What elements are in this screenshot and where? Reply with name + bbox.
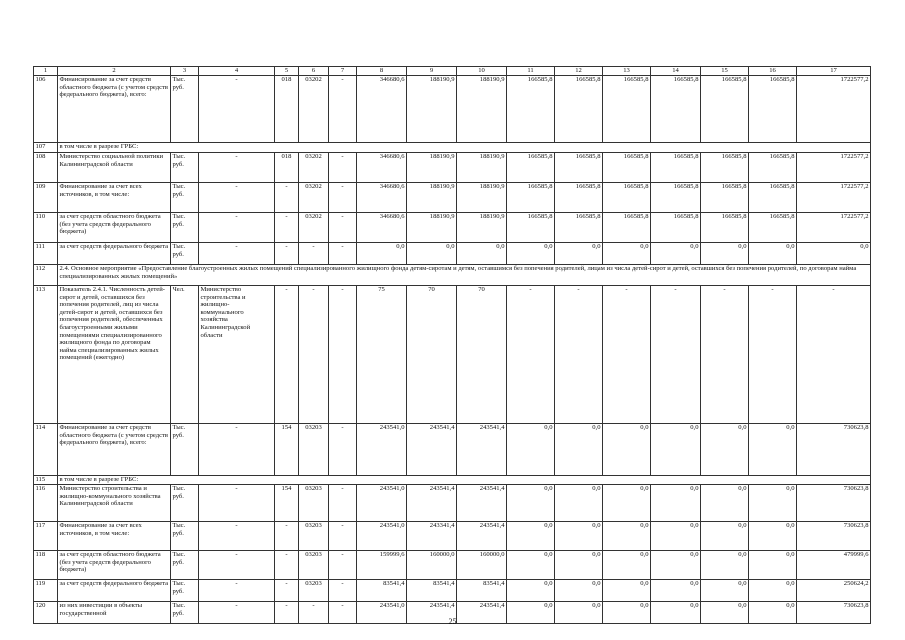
table-cell: 0,0 xyxy=(701,602,749,624)
table-cell: 0,0 xyxy=(555,243,603,265)
table-cell: - xyxy=(199,213,275,243)
table-cell: 346680,6 xyxy=(357,183,407,213)
table-cell: - xyxy=(275,522,299,551)
table-cell: 243541,0 xyxy=(357,424,407,476)
table-cell: - xyxy=(749,286,797,424)
table-cell: 0,0 xyxy=(749,522,797,551)
table-cell: 154 xyxy=(275,424,299,476)
row-label: в том числе в разрезе ГРБС: xyxy=(58,143,871,153)
table-cell: 166585,8 xyxy=(749,153,797,183)
table-cell: 1722577,2 xyxy=(797,76,871,143)
row-label: 2.4. Основное мероприятие «Предоставление благоустроенных жилых помещений специализированного жилищного фонда детям-сиротам и детям, оставшимся без попечения родителей, лицам из числа детей-сирот и детей, оставшихся без попечения родителей, по договорам найма специализированных жилых помещений» xyxy=(58,265,871,286)
table-row xyxy=(34,143,871,153)
row-number: 114 xyxy=(34,424,58,476)
table-row xyxy=(34,580,871,602)
table-cell: 243341,4 xyxy=(407,522,457,551)
table-cell: - xyxy=(797,286,871,424)
table-cell: 0,0 xyxy=(749,424,797,476)
table-cell: 243541,4 xyxy=(457,522,507,551)
table-row xyxy=(34,76,871,143)
table-row xyxy=(34,522,871,551)
table-cell: - xyxy=(329,522,357,551)
table-cell: 0,0 xyxy=(603,602,651,624)
row-number: 110 xyxy=(34,213,58,243)
table-row xyxy=(34,183,871,213)
data-table xyxy=(33,66,871,624)
table-cell: Тыс. руб. xyxy=(171,580,199,602)
table-cell: 166585,8 xyxy=(749,76,797,143)
table-cell: 243541,4 xyxy=(457,485,507,522)
table-cell: 250624,2 xyxy=(797,580,871,602)
table-cell: 0,0 xyxy=(507,551,555,580)
table-cell: 0,0 xyxy=(651,580,701,602)
table-cell: 0,0 xyxy=(603,551,651,580)
table-cell: 0,0 xyxy=(651,522,701,551)
table-cell: 166585,8 xyxy=(507,213,555,243)
table-cell: 166585,8 xyxy=(701,76,749,143)
table-cell: 0,0 xyxy=(603,485,651,522)
table-cell: - xyxy=(555,286,603,424)
table-cell: 018 xyxy=(275,153,299,183)
table-cell: - xyxy=(299,602,329,624)
table-cell: 0,0 xyxy=(797,243,871,265)
table-cell: - xyxy=(329,286,357,424)
row-label: за счет средств областного бюджета (без учета средств федерального бюджета) xyxy=(58,551,171,580)
table-cell: 166585,8 xyxy=(603,213,651,243)
table-cell: 243541,4 xyxy=(407,485,457,522)
table-cell: 188190,9 xyxy=(457,213,507,243)
table-cell: - xyxy=(329,183,357,213)
table-cell: 166585,8 xyxy=(555,153,603,183)
table-cell: 0,0 xyxy=(651,485,701,522)
table-cell: Тыс. руб. xyxy=(171,424,199,476)
table-cell: Тыс. руб. xyxy=(171,76,199,143)
table-cell: - xyxy=(199,183,275,213)
table-cell: 03202 xyxy=(299,213,329,243)
table-cell: - xyxy=(329,213,357,243)
column-number: 13 xyxy=(603,67,651,76)
column-number-row xyxy=(34,67,871,76)
table-row xyxy=(34,265,871,286)
table-cell: 166585,8 xyxy=(507,183,555,213)
table-cell: 160000,0 xyxy=(407,551,457,580)
table-cell: - xyxy=(603,286,651,424)
table-cell: 018 xyxy=(275,76,299,143)
row-number: 112 xyxy=(34,265,58,286)
row-label: Министерство социальной политики Калининградской области xyxy=(58,153,171,183)
table-cell: - xyxy=(199,602,275,624)
table-cell: 166585,8 xyxy=(651,153,701,183)
table-cell: 0,0 xyxy=(507,424,555,476)
table-cell: - xyxy=(275,243,299,265)
column-number: 16 xyxy=(749,67,797,76)
table-cell: 166585,8 xyxy=(603,76,651,143)
table-cell: - xyxy=(199,551,275,580)
row-number: 111 xyxy=(34,243,58,265)
table-cell: 159999,6 xyxy=(357,551,407,580)
table-cell: 70 xyxy=(407,286,457,424)
table-cell: - xyxy=(299,286,329,424)
table-cell: 83541,4 xyxy=(357,580,407,602)
row-label: Финансирование за счет всех источников, в том числе: xyxy=(58,522,171,551)
column-number: 15 xyxy=(701,67,749,76)
table-cell: - xyxy=(199,424,275,476)
table-cell: Тыс. руб. xyxy=(171,551,199,580)
table-cell: - xyxy=(275,551,299,580)
table-cell: 83541,4 xyxy=(457,580,507,602)
column-number: 7 xyxy=(329,67,357,76)
table-cell: - xyxy=(199,153,275,183)
row-label: за счет средств областного бюджета (без учета средств федерального бюджета) xyxy=(58,213,171,243)
table-cell: 188190,9 xyxy=(407,213,457,243)
table-cell: 03203 xyxy=(299,551,329,580)
row-label: в том числе в разрезе ГРБС: xyxy=(58,476,871,485)
column-number: 1 xyxy=(34,67,58,76)
table-cell: 0,0 xyxy=(507,243,555,265)
table-row xyxy=(34,153,871,183)
row-label: за счет средств федерального бюджета xyxy=(58,580,171,602)
row-label: Показатель 2.4.1. Численность детей-сирот и детей, оставшихся без попечения родителей, лиц из числа детей-сирот и детей, оставшихся без попечения родителей, обеспеченных благоустроенными жилыми помещениями специализированного жилищного фонда по договорам найма специализированных жилых помещений (ежегодно) xyxy=(58,286,171,424)
table-cell: 0,0 xyxy=(507,602,555,624)
table-cell: 75 xyxy=(357,286,407,424)
table-cell: 166585,8 xyxy=(555,76,603,143)
table-cell: 346680,6 xyxy=(357,213,407,243)
table-cell: 243541,0 xyxy=(357,522,407,551)
table-cell: 730623,8 xyxy=(797,522,871,551)
row-label: Финансирование за счет всех источников, в том числе: xyxy=(58,183,171,213)
table-cell: 03203 xyxy=(299,424,329,476)
table-cell: 0,0 xyxy=(555,580,603,602)
table-cell: 0,0 xyxy=(507,580,555,602)
row-label: за счет средств федерального бюджета xyxy=(58,243,171,265)
table-cell: 0,0 xyxy=(555,485,603,522)
table-cell: 0,0 xyxy=(555,424,603,476)
table-row xyxy=(34,551,871,580)
table-cell: 0,0 xyxy=(749,580,797,602)
table-cell: 166585,8 xyxy=(507,76,555,143)
table-cell: 166585,8 xyxy=(651,76,701,143)
row-label: Финансирование за счет средств областного бюджета (с учетом средств федерального бюджета), всего: xyxy=(58,424,171,476)
table-cell: 166585,8 xyxy=(651,213,701,243)
table-cell: 243541,4 xyxy=(407,424,457,476)
table-cell: - xyxy=(507,286,555,424)
table-cell: 0,0 xyxy=(749,551,797,580)
table-cell: 03203 xyxy=(299,485,329,522)
table-cell: 243541,4 xyxy=(457,602,507,624)
table-cell: 346680,6 xyxy=(357,76,407,143)
table-cell: 166585,8 xyxy=(701,183,749,213)
table-cell: 0,0 xyxy=(357,243,407,265)
table-cell: 243541,0 xyxy=(357,602,407,624)
table-cell: Тыс. руб. xyxy=(171,213,199,243)
table-cell: - xyxy=(329,580,357,602)
row-number: 116 xyxy=(34,485,58,522)
row-number: 115 xyxy=(34,476,58,485)
table-cell: 0,0 xyxy=(749,243,797,265)
table-cell: 0,0 xyxy=(603,243,651,265)
table-cell: 0,0 xyxy=(603,580,651,602)
table-cell: 188190,9 xyxy=(457,76,507,143)
table-cell: 160000,0 xyxy=(457,551,507,580)
table-cell: 0,0 xyxy=(507,485,555,522)
column-number: 9 xyxy=(407,67,457,76)
table-cell: 1722577,2 xyxy=(797,153,871,183)
row-label: из них инвестиции в объекты государственной xyxy=(58,602,171,624)
table-cell: 0,0 xyxy=(555,522,603,551)
table-cell: - xyxy=(275,183,299,213)
table-cell: 730623,8 xyxy=(797,485,871,522)
table-cell: 166585,8 xyxy=(701,153,749,183)
table-row xyxy=(34,485,871,522)
table-cell: 1722577,2 xyxy=(797,213,871,243)
table-cell: Министерство строительства и жилищно-коммунального хозяйства Калининградской области xyxy=(199,286,275,424)
table-row xyxy=(34,424,871,476)
column-number: 2 xyxy=(58,67,171,76)
table-cell: - xyxy=(651,286,701,424)
table-row xyxy=(34,286,871,424)
table-cell: 243541,4 xyxy=(407,602,457,624)
row-number: 118 xyxy=(34,551,58,580)
table-cell: 0,0 xyxy=(701,485,749,522)
table-cell: 243541,0 xyxy=(357,485,407,522)
column-number: 14 xyxy=(651,67,701,76)
table-cell: 154 xyxy=(275,485,299,522)
table-cell: Тыс. руб. xyxy=(171,522,199,551)
table-cell: - xyxy=(275,213,299,243)
table-cell: - xyxy=(329,153,357,183)
table-cell: 0,0 xyxy=(651,243,701,265)
table-cell: - xyxy=(199,243,275,265)
row-number: 119 xyxy=(34,580,58,602)
table-cell: 0,0 xyxy=(701,243,749,265)
table-cell: 166585,8 xyxy=(555,183,603,213)
table-cell: 346680,6 xyxy=(357,153,407,183)
table-cell: - xyxy=(329,551,357,580)
table-cell: Тыс. руб. xyxy=(171,602,199,624)
table-cell: 03202 xyxy=(299,76,329,143)
table-cell: - xyxy=(199,580,275,602)
column-number: 10 xyxy=(457,67,507,76)
table-cell: 03202 xyxy=(299,153,329,183)
column-number: 12 xyxy=(555,67,603,76)
row-label: Министерство строительства и жилищно-коммунального хозяйства Калининградской области xyxy=(58,485,171,522)
table-cell: Тыс. руб. xyxy=(171,243,199,265)
table-cell: 166585,8 xyxy=(749,183,797,213)
table-cell: - xyxy=(275,602,299,624)
table-cell: 0,0 xyxy=(701,522,749,551)
table-cell: 188190,9 xyxy=(457,153,507,183)
table-cell: 0,0 xyxy=(651,551,701,580)
table-cell: Тыс. руб. xyxy=(171,153,199,183)
table-cell: - xyxy=(701,286,749,424)
table-cell: Тыс. руб. xyxy=(171,485,199,522)
table-row xyxy=(34,213,871,243)
table-cell: 166585,8 xyxy=(749,213,797,243)
table-cell: - xyxy=(275,580,299,602)
table-cell: 730623,8 xyxy=(797,602,871,624)
table-cell: - xyxy=(329,243,357,265)
table-cell: 730623,8 xyxy=(797,424,871,476)
table-cell: - xyxy=(199,76,275,143)
column-number: 4 xyxy=(199,67,275,76)
table-cell: 1722577,2 xyxy=(797,183,871,213)
table-cell: - xyxy=(275,286,299,424)
column-number: 17 xyxy=(797,67,871,76)
table-cell: 0,0 xyxy=(701,580,749,602)
column-number: 8 xyxy=(357,67,407,76)
row-number: 107 xyxy=(34,143,58,153)
table-cell: 166585,8 xyxy=(603,153,651,183)
table-cell: 0,0 xyxy=(749,485,797,522)
table-cell: 0,0 xyxy=(749,602,797,624)
table-cell: 166585,8 xyxy=(555,213,603,243)
table-cell: 0,0 xyxy=(407,243,457,265)
page-number: 25 xyxy=(448,617,457,626)
table-cell: 0,0 xyxy=(555,551,603,580)
table-cell: Тыс. руб. xyxy=(171,183,199,213)
table-cell: 188190,9 xyxy=(407,183,457,213)
table-cell: 243541,4 xyxy=(457,424,507,476)
table-cell: - xyxy=(329,76,357,143)
table-cell: - xyxy=(329,485,357,522)
column-number: 6 xyxy=(299,67,329,76)
table-cell: Чел. xyxy=(171,286,199,424)
table-cell: - xyxy=(199,485,275,522)
table-cell: 479999,6 xyxy=(797,551,871,580)
table-cell: 70 xyxy=(457,286,507,424)
table-cell: 0,0 xyxy=(457,243,507,265)
column-number: 5 xyxy=(275,67,299,76)
table-cell: 0,0 xyxy=(603,424,651,476)
row-number: 106 xyxy=(34,76,58,143)
table-cell: 83541,4 xyxy=(407,580,457,602)
table-row xyxy=(34,243,871,265)
table-cell: 03203 xyxy=(299,580,329,602)
table-cell: 0,0 xyxy=(651,602,701,624)
table-cell: 0,0 xyxy=(701,551,749,580)
table-cell: 188190,9 xyxy=(407,153,457,183)
table-cell: - xyxy=(329,424,357,476)
row-number: 108 xyxy=(34,153,58,183)
table-cell: - xyxy=(329,602,357,624)
row-number: 113 xyxy=(34,286,58,424)
table-cell: 0,0 xyxy=(555,602,603,624)
row-label: Финансирование за счет средств областного бюджета (с учетом средств федерального бюджета), всего: xyxy=(58,76,171,143)
table-cell: 03202 xyxy=(299,183,329,213)
table-cell: 03203 xyxy=(299,522,329,551)
table-cell: 188190,9 xyxy=(457,183,507,213)
column-number: 11 xyxy=(507,67,555,76)
table-cell: 188190,9 xyxy=(407,76,457,143)
table-cell: 0,0 xyxy=(603,522,651,551)
table-cell: 0,0 xyxy=(701,424,749,476)
table-cell: 0,0 xyxy=(507,522,555,551)
table-cell: - xyxy=(299,243,329,265)
table-row xyxy=(34,476,871,485)
table-cell: 166585,8 xyxy=(701,213,749,243)
row-number: 120 xyxy=(34,602,58,624)
table-cell: 166585,8 xyxy=(603,183,651,213)
table-cell: 0,0 xyxy=(651,424,701,476)
row-number: 109 xyxy=(34,183,58,213)
table-cell: - xyxy=(199,522,275,551)
row-number: 117 xyxy=(34,522,58,551)
column-number: 3 xyxy=(171,67,199,76)
table-cell: 166585,8 xyxy=(507,153,555,183)
table-cell: 166585,8 xyxy=(651,183,701,213)
